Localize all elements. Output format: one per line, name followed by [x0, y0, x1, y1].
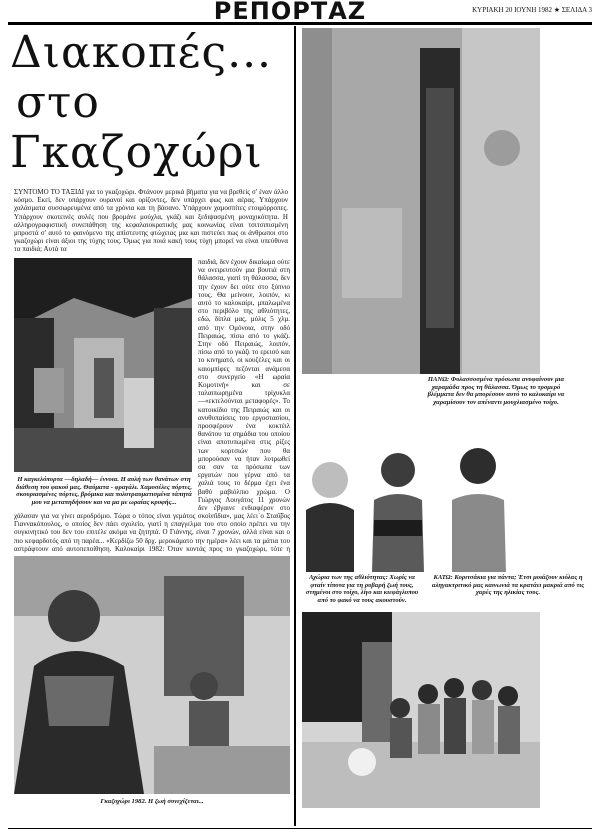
kids-photo: [302, 612, 540, 808]
kids-caption: ΚΑΤΩ: Κοριτσάκια για πάντα; Έτσι μοιάζουν κιόλας η αληγακτριτικό μας καινωνιά τα κρατάει μακριά από τις χαρές της ηλικίας τους.: [431, 574, 585, 597]
man-photo-image: [14, 556, 290, 794]
dateline: ΚΥΡΙΑΚΗ 20 ΙΟΥΝΗ 1982 ★ ΣΕΛΙΔΑ 3: [472, 6, 592, 14]
article-column-2: παιδιά, δεν έχουν δικαίωμα ούτε να ονειρευτούν μια βουτιά στη θάλασσα, γιατί τη θάλασσα, δεν την έχουν δει ούτε στο ξύπνιο τους. Θα μείνουν, λοιπόν, κι αυτό το καλοκαίρι, μπαλωμένα στο περιβόλο της αθλιότητες, εδώ, δίπλα μας, μόλις 5 χλμ. από την Ομόνοια, στην οδό Πειραιώς, πίσω από το γκάζι. Στην οδό Πειραιώς, λοιπόν, πίσω από το γκάζι το ερεισό και το κινηματό, οι κουζέλες και οι καιομπίφες πεζόνται ανάμεσα στο συνεργείο «Η ωραία Κομοτινή» και σε ταλαιπωρημένα τρίχυκλα —«εκτελούνται μεταφορές». Το κατοικίδιο της Πειραιώς και οι ανυθυπαίσεις του εργοστασίου, προσφέρουν ένα κοκτέιλ θανάτου τα σημάδια του οποίου είναι αποτυπωμένα στις ρίζες των κορτσιών που θα μπορούσαν να ήταν λυτρωθεί σα σαν τα πρόσωπα των εργατών που γέρνα από τα χαλιά τους το δέρμα έχει ένα βαθύ μαβιόλπιο χρώμα. Ο Γιώργος Λουγάτος 11 χρονών δεν έβγαινε ενδιαφέρον στο: [198, 258, 290, 513]
man-caption: Γκαζοχώρι 1982. Η ζωή συνεχίζεται...: [100, 798, 204, 805]
wall-photo: [302, 28, 540, 374]
article-lead: ΣΥΝΤΟΜΟ ΤΟ ΤΑΞΙΔΙ για το γκαζοχώρι. Φτάνουν μερικά βήματα για να βρεθείς σ' έναν άλλο κόσμο. Εκεί, δεν υπάρχουν ουρανοί και ορίζοντες, δεν υπάρχει φως και αέρας. Υπάρχουν χαλάσματα συσσωρευμένα από τα χρόνια και τη βάσανο. Υπάρχουν χαμοσπίτες ετοιμόρροπες. Υπάρχουν σκοτεινές αυλές που βρομάνε μούχλα, γκάζι και ξεδιψασμένη μοναχικότητα. Η αλληρογραφιστική συνεπάθηση της κεφαλαιοκρατικής μας κοινωνίας είναι τσιτσιπισμένη μπροστά σ' αυτό το φαινόμενο της απίστευτης φτώχειας μια και πιστεύει πως οι άνθρωποι στο γκαζοχώρι είναι άξιοι της τύχης τους. Όμως για ποιά κακή τους τύχη μπορεί να είναι υπεύθυνα τα παιδιά; Αυτά τα: [14, 188, 288, 254]
man-photo: [14, 556, 290, 794]
boys-caption: Αχώρια των της αθλιότητας: Χωρίς να φταίν τίποτα για τη ρυβαρή ζωή τους, στημένοι στο τοίχο, λίγο και κιεφάγλυπου από το φακό να τους ακουστούν.: [305, 574, 419, 604]
column-divider: [294, 26, 296, 826]
bottom-rule: [8, 828, 592, 829]
alley-photo: [14, 258, 192, 472]
wall-photo-image: [302, 28, 540, 374]
headline-line-1: Διακοπές...: [10, 27, 273, 78]
headline-line-3: Γκαζοχώρι: [10, 127, 263, 178]
top-rule: [8, 22, 592, 25]
alley-caption: Η καγκελόπορτα —δηλαδή— έννοια. Η αυλή των θανάτων στη διάθεση του φακού μας. Θαύματα - φραγάλι. Χαμοσέλες πόρτες, σκουριασμένες πόρτες, βρόμικα και πολυτραυματισμένα τάπητά μου να μεταπηδήσουν και να μα με ωραίας κρυφής...: [16, 476, 192, 506]
section-heading: ΡΕΠΟΡΤΑΖ: [213, 0, 367, 22]
boys-photo-image: [302, 430, 518, 572]
boys-photo: [302, 430, 518, 572]
headline-line-2: στο: [16, 77, 100, 128]
wall-caption: ΠΑΝΩ: Φυλασσοσμένα πρόσωπα ανυφαίνουν μια χαραμάδα προς τη θάλασσα. Όμως το τρομερό βλέμματα δεν θα μπορέσουν αυτό το καλοκαίρι να χαραμίσουν τον απέναντι μουχλιασμένο τοίχο.: [427, 376, 565, 406]
article-headline: [10, 28, 290, 178]
article-continuation: χάλασαν για να γίνει αεροδρόμιο. Τώρα ο τόπος είναι γεμάτος σκουπίδια», μας λέει ο Σταύρος Γιαννακόπουλος, ο οποίος δεν πάει σχολείο, γιατί η επαγγελμα του στο οποίο πρέπει να την συγκινητικό του δεν του επιτέλε ακόμα να ζητηπά. Ο Γιάννης, είναι 7 χρονών, αλλά είναι και ο πιο κεφαρδοτός από τη παρέα... «Κερδίζω 50 δρχ. μεροκάματο την ημέρα» λέει και τα μάτια του αστράφτουν από αυτοπεποίθηση. Καλοκαίρι 1982: Όταν κοντάς προς το γκαζοχώρι, τότε η: [14, 512, 290, 553]
kids-photo-image: [302, 612, 540, 808]
alley-photo-image: [14, 258, 192, 472]
